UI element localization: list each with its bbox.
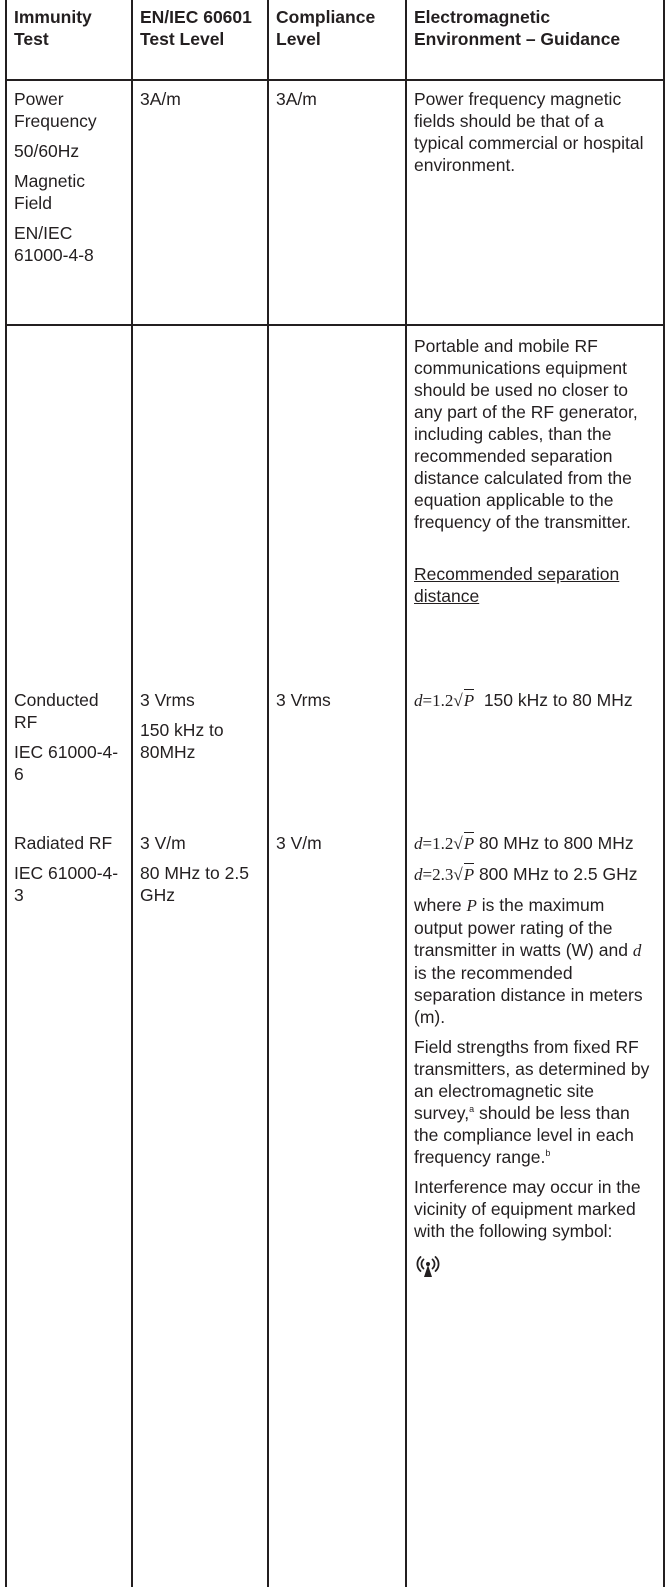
header-compliance-level: Compliance Level: [268, 0, 406, 80]
test-field: Magnetic Field: [14, 171, 86, 213]
cell-compliance: [268, 80, 406, 325]
cell-guidance: [406, 80, 664, 325]
power-definition-text: where P is the maximum output power rating of the transmitter in watts (W) and d is the recommended separation distance in meters (m).: [414, 895, 643, 1027]
table-row: [6, 325, 664, 682]
interference-text: Interference may occur in the vicinity of equipment marked with the following symbol:: [414, 1177, 641, 1241]
cell-compliance: [268, 325, 406, 682]
header-test-level: EN/IEC 60601 Test Level: [132, 0, 268, 80]
formula-expression: d=1.2√P: [414, 834, 475, 853]
compliance-value: 3A/m: [276, 89, 317, 109]
header-row: [6, 0, 664, 80]
guidance-text: Portable and mobile RF communications equipment should be used no closer to any part of the RF generator, including cables, than the recommended separation distance calculated from the equation applicable to the frequency of the transmitter.: [414, 336, 638, 532]
test-name: Conducted RF: [14, 690, 99, 732]
header-immunity-test: Immunity Test: [6, 0, 132, 80]
formula-expression: d=2.3√P: [414, 865, 475, 884]
cell-test: [6, 825, 132, 1587]
test-level-range: 150 kHz to 80MHz: [140, 720, 224, 762]
emc-immunity-table: [5, 0, 665, 1587]
compliance-value: 3 V/m: [276, 833, 322, 853]
test-level-range: 80 MHz to 2.5 GHz: [140, 863, 249, 905]
test-standard: IEC 61000-4-3: [14, 863, 119, 905]
cell-test: [6, 80, 132, 325]
formula-radiated-high: [414, 863, 657, 886]
test-name: Radiated RF: [14, 833, 113, 853]
test-standard: EN/IEC 61000-4-8: [14, 223, 94, 265]
table-row: [6, 80, 664, 325]
test-level-value: 3A/m: [140, 89, 181, 109]
non-ionizing-radiation-icon: [414, 1254, 442, 1283]
separation-distance-heading: Recommended separation distance: [414, 564, 620, 606]
formula-conducted: [414, 689, 657, 712]
cell-test-level: [132, 825, 268, 1587]
formula-range: 800 MHz to 2.5 GHz: [478, 864, 638, 884]
cell-test: [6, 325, 132, 682]
cell-test-level: [132, 80, 268, 325]
table-row: [6, 825, 664, 1587]
header-guidance: Electromagnetic Environment – Guidance: [406, 0, 664, 80]
formula-expression: d=1.2√P: [414, 691, 475, 710]
cell-guidance: [406, 825, 664, 1587]
cell-guidance: [406, 325, 664, 682]
test-level-value: 3 Vrms: [140, 690, 195, 710]
test-level-value: 3 V/m: [140, 833, 186, 853]
cell-test: [6, 682, 132, 825]
guidance-text: Power frequency magnetic fields should be that of a typical commercial or hospital environment.: [414, 89, 644, 175]
cell-compliance: [268, 825, 406, 1587]
cell-test-level: [132, 682, 268, 825]
formula-range: 80 MHz to 800 MHz: [478, 833, 634, 853]
footnote-a: a: [469, 1104, 475, 1115]
footnote-b: b: [545, 1148, 551, 1159]
test-name: Power Frequency: [14, 89, 97, 131]
formula-radiated-low: [414, 832, 657, 855]
compliance-value: 3 Vrms: [276, 690, 331, 710]
cell-guidance: [406, 682, 664, 825]
formula-range: 150 kHz to 80 MHz: [483, 690, 633, 710]
cell-test-level: [132, 325, 268, 682]
field-strength-text: Field strengths from fixed RF transmitters, as determined by an electromagnetic site survey,$^a$ should be less than the compliance level in each frequency range.$^b$: [414, 1037, 650, 1167]
cell-compliance: [268, 682, 406, 825]
test-standard: IEC 61000-4-6: [14, 742, 119, 784]
table-row: [6, 682, 664, 825]
test-frequency: 50/60Hz: [14, 141, 80, 161]
